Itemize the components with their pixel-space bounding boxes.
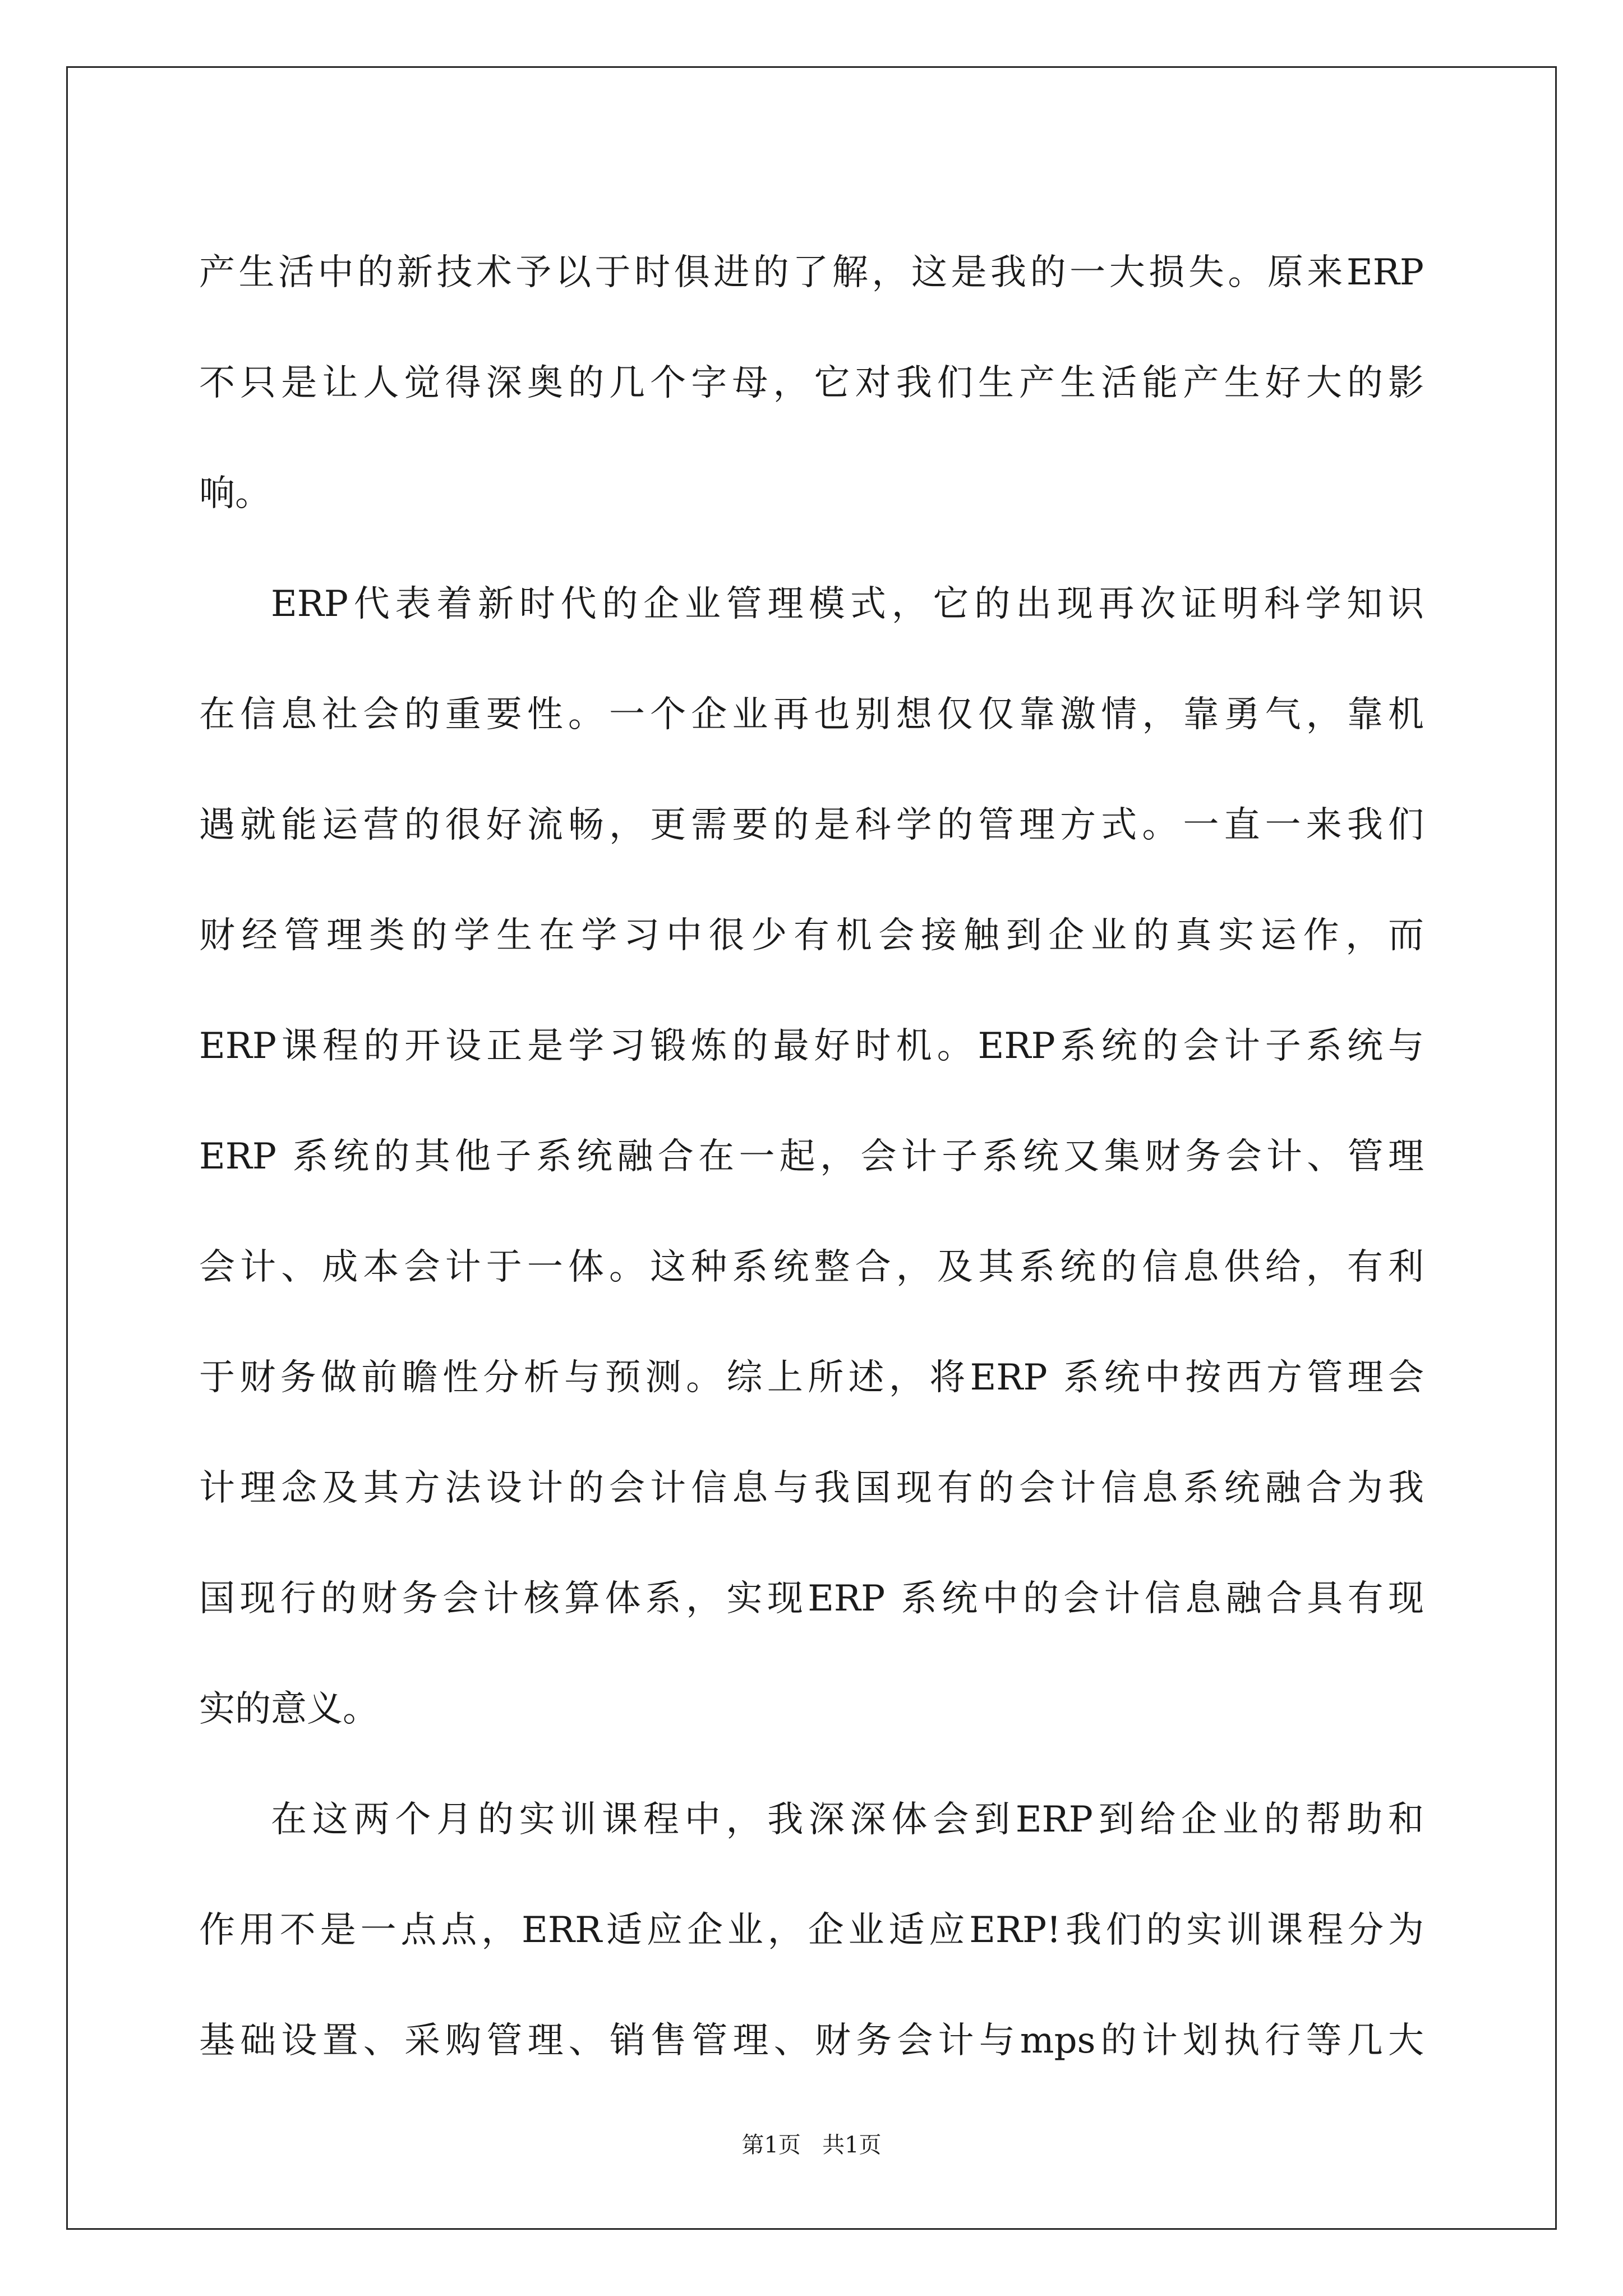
page-total: 共1页 (822, 2132, 882, 2158)
text-line: ERP 系统的其他子系统融合在一起，会计子系统又集财务会计、管理 (199, 1136, 1424, 1177)
text-line: 于财务做前瞻性分析与预测。综上所述，将ERP 系统中按西方管理会 (199, 1357, 1424, 1398)
text-line: 不只是让人觉得深奥的几个字母，它对我们生产生活能产生好大的影 (199, 362, 1424, 404)
page-footer (0, 2129, 1623, 2161)
text-line: 响。 (199, 473, 271, 514)
text-line: ERP代表着新时代的企业管理模式，它的出现再次证明科学知识 (271, 583, 1424, 625)
text-line: 基础设置、采购管理、销售管理、财务会计与mps的计划执行等几大 (199, 2020, 1424, 2062)
text-line: 计理念及其方法设计的会计信息与我国现有的会计信息系统融合为我 (199, 1467, 1424, 1509)
page-number: 第1页 (741, 2132, 801, 2158)
text-line: 在这两个月的实训课程中，我深深体会到ERP到给企业的帮助和 (271, 1799, 1424, 1841)
text-line: 产生活中的新技术予以于时俱进的了解，这是我的一大损失。原来ERP (199, 252, 1424, 293)
text-line: 实的意义。 (199, 1688, 379, 1730)
text-line: 国现行的财务会计核算体系，实现ERP 系统中的会计信息融合具有现 (199, 1578, 1424, 1619)
text-line: 在信息社会的重要性。一个企业再也别想仅仅靠激情，靠勇气，靠机 (199, 694, 1424, 735)
text-line: 财经管理类的学生在学习中很少有机会接触到企业的真实运作，而 (199, 915, 1424, 956)
text-line: 作用不是一点点，ERR适应企业，企业适应ERP!我们的实训课程分为 (199, 1910, 1424, 1951)
document-body (199, 218, 1424, 2096)
text-line: 遇就能运营的很好流畅，更需要的是科学的管理方式。一直一来我们 (199, 804, 1424, 846)
text-line: ERP课程的开设正是学习锻炼的最好时机。ERP系统的会计子系统与 (199, 1025, 1424, 1067)
text-line: 会计、成本会计于一体。这种系统整合，及其系统的信息供给，有利 (199, 1246, 1424, 1288)
